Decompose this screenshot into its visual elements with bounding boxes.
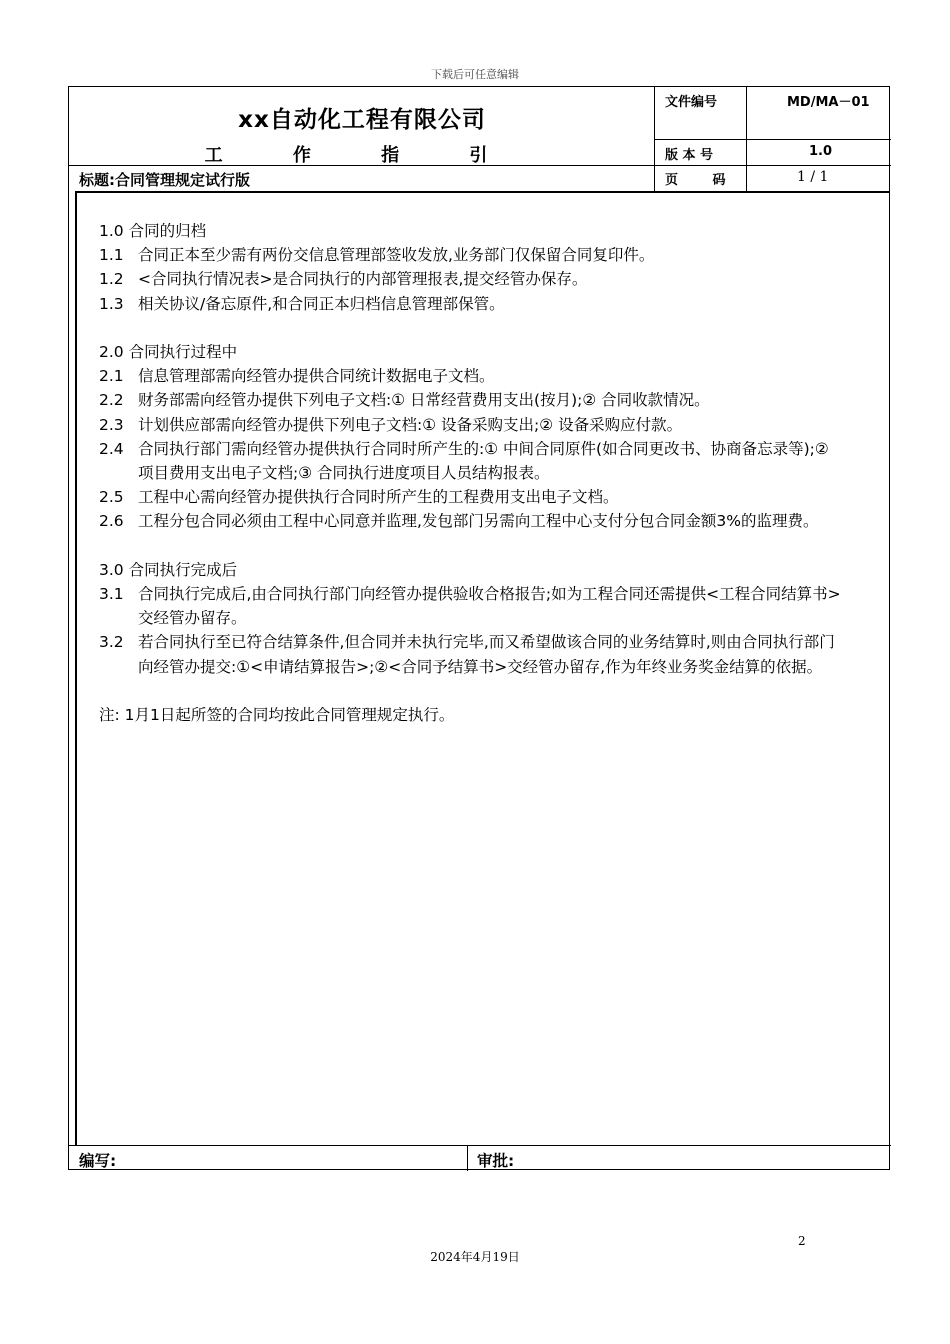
file-number-label: 文件编号 bbox=[655, 87, 747, 139]
list-item bbox=[99, 630, 849, 678]
file-number-value: MD/MA－01 bbox=[787, 95, 870, 110]
item-number: 2.3 bbox=[99, 415, 124, 434]
list-item bbox=[99, 485, 849, 509]
item-number: 2.4 bbox=[99, 439, 124, 458]
list-item bbox=[99, 243, 849, 267]
item-number: 1.3 bbox=[99, 294, 124, 313]
company-name: xx自动化工程有限公司 bbox=[238, 107, 486, 133]
section-heading-3: 3.0 合同执行完成后 bbox=[99, 560, 238, 579]
content-box bbox=[75, 191, 889, 1145]
item-number: 2.1 bbox=[99, 367, 124, 386]
item-number: 1.1 bbox=[99, 246, 124, 265]
header-meta-table bbox=[655, 87, 891, 191]
item-text: 相关协议/备忘原件,和合同正本归档信息管理部保管。 bbox=[138, 294, 505, 313]
top-note: 下载后可任意编辑 bbox=[431, 68, 519, 81]
version-label: 版 本 号 bbox=[655, 140, 747, 165]
item-text: 财务部需向经管办提供下列电子文档:① 日常经营费用支出(按月);② 合同收款情况。 bbox=[138, 391, 710, 410]
item-number: 3.1 bbox=[99, 585, 124, 604]
note-text: 注: 1月1日起所签的合同均按此合同管理规定执行。 bbox=[99, 706, 455, 725]
header-left bbox=[69, 87, 655, 165]
item-text: 工程中心需向经管办提供执行合同时所产生的工程费用支出电子文档。 bbox=[138, 488, 619, 507]
item-text: 工程分包合同必须由工程中心同意并监理,发包部门另需向工程中心支付分包合同金额3%的监理费。 bbox=[138, 512, 819, 531]
list-item bbox=[99, 388, 849, 412]
version-value: 1.0 bbox=[809, 144, 833, 159]
section-heading-1: 1.0 合同的归档 bbox=[99, 222, 207, 240]
list-item bbox=[99, 413, 849, 437]
item-text: 合同正本至少需有两份交信息管理部签收发放,业务部门仅保留合同复印件。 bbox=[138, 246, 655, 265]
approver-label: 审批: bbox=[477, 1152, 515, 1170]
body-text bbox=[99, 219, 849, 727]
item-number: 2.2 bbox=[99, 391, 124, 410]
document-title: 标题:合同管理规定试行版 bbox=[69, 165, 655, 191]
writer-label: 编写: bbox=[79, 1152, 117, 1170]
footer-date: 2024年4月19日 bbox=[430, 1250, 520, 1264]
page-number: 2 bbox=[798, 1234, 806, 1248]
page-label: 页 码 bbox=[655, 166, 747, 191]
item-number: 2.6 bbox=[99, 512, 124, 531]
signature-row bbox=[69, 1145, 891, 1171]
item-text: 若合同执行至已符合结算条件,但合同并未执行完毕,而又希望做该合同的业务结算时,则由合同执行部门向经管办提交:①<申请结算报告>;②<合同予结算书>交经管办留存,作为年终业务奖金结算的依据。 bbox=[138, 633, 835, 676]
list-item bbox=[99, 437, 849, 485]
list-item bbox=[99, 292, 849, 316]
page-value: 1 / 1 bbox=[797, 169, 829, 185]
item-number: 3.2 bbox=[99, 633, 124, 652]
list-item bbox=[99, 582, 849, 630]
item-text: 信息管理部需向经管办提供合同统计数据电子文档。 bbox=[138, 367, 495, 386]
item-number: 2.5 bbox=[99, 488, 124, 507]
document-type: 工 作 指 引 bbox=[204, 145, 520, 166]
list-item bbox=[99, 364, 849, 388]
document-frame bbox=[68, 86, 890, 1170]
list-item bbox=[99, 267, 849, 291]
item-number: 1.2 bbox=[99, 270, 124, 289]
section-heading-2: 2.0 合同执行过程中 bbox=[99, 343, 238, 361]
list-item bbox=[99, 509, 849, 533]
item-text: 合同执行完成后,由合同执行部门向经管办提供验收合格报告;如为工程合同还需提供<工程合同结算书>交经管办留存。 bbox=[138, 585, 841, 628]
item-text: <合同执行情况表>是合同执行的内部管理报表,提交经管办保存。 bbox=[138, 270, 588, 289]
item-text: 合同执行部门需向经管办提供执行合同时所产生的:① 中间合同原件(如合同更改书、协商备忘录等);② 项目费用支出电子文档;③ 合同执行进度项目人员结构报表。 bbox=[138, 439, 829, 483]
item-text: 计划供应部需向经管办提供下列电子文档:① 设备采购支出;② 设备采购应付款。 bbox=[138, 415, 683, 434]
